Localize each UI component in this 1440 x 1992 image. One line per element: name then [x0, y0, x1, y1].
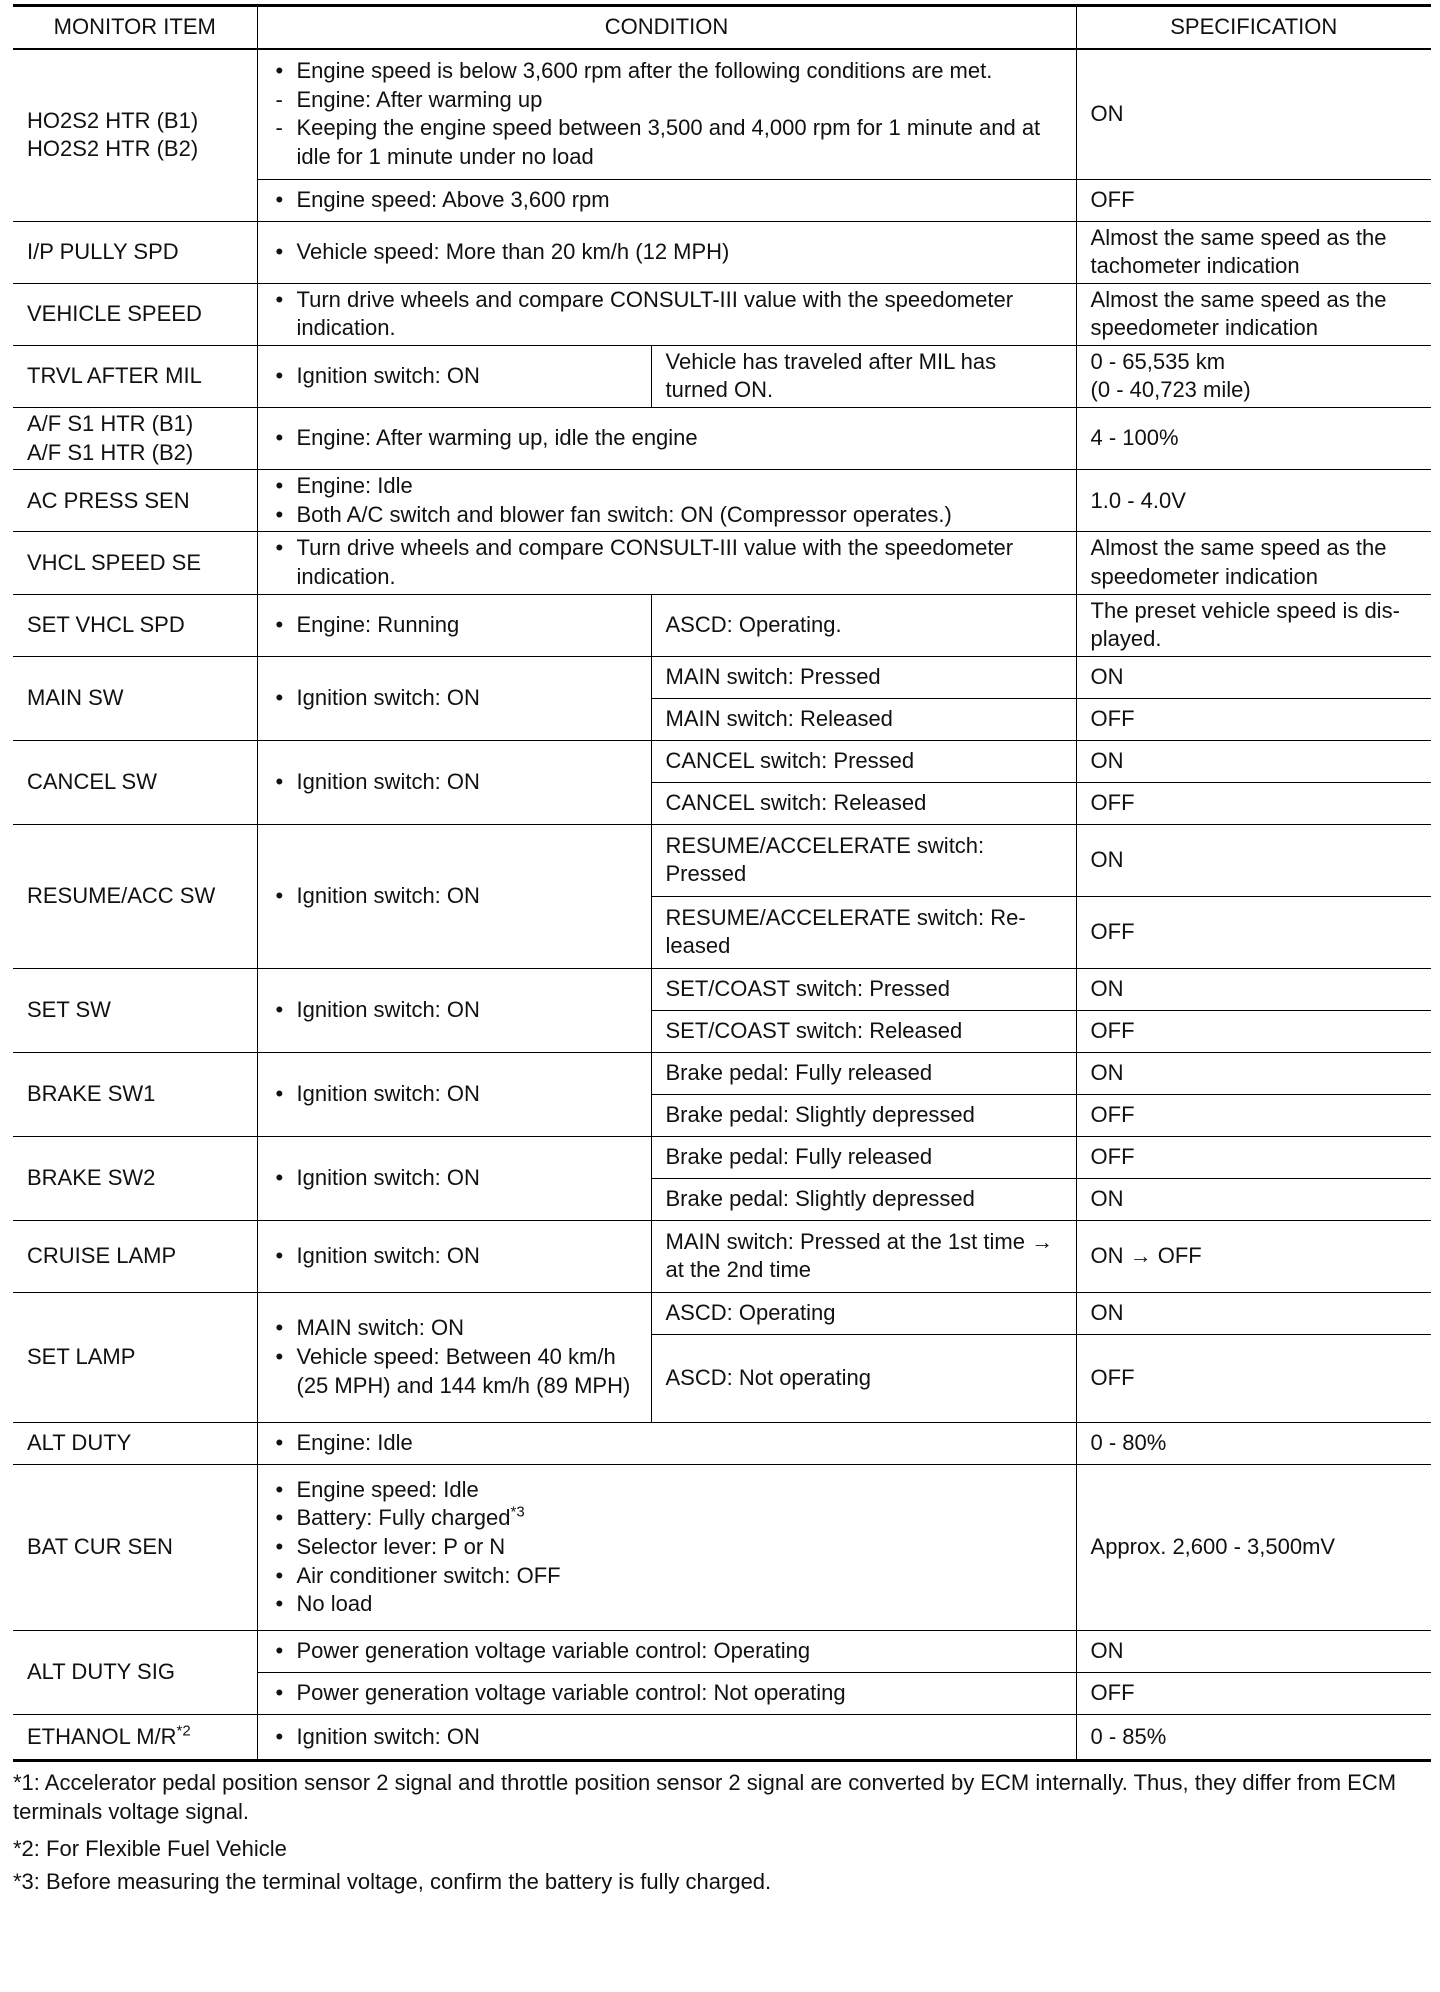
condition-text: • Turn drive wheels and compare CONSULT-III value with the speedometer indication. — [272, 534, 1064, 591]
spec-value: OFF — [1076, 782, 1431, 824]
spec-value: ON — [1076, 1052, 1431, 1094]
condition-subtext: - Engine: After warming up — [272, 86, 1064, 115]
table-row — [13, 1136, 1431, 1178]
monitor-item: BRAKE SW1 — [13, 1052, 257, 1136]
condition-cell — [257, 1422, 1076, 1464]
footnote-3: *3: Before measuring the terminal voltage, confirm the battery is fully charged. — [13, 1868, 772, 1894]
spec-value: 0 - 85% — [1076, 1714, 1431, 1760]
spec-value: ON — [1076, 1630, 1431, 1672]
condition-cell — [257, 594, 651, 656]
table-row — [13, 1292, 1431, 1334]
monitor-item: BAT CUR SEN — [13, 1464, 257, 1630]
item-label: HO2S2 HTR (B2) — [27, 136, 199, 162]
monitor-item: BRAKE SW2 — [13, 1136, 257, 1220]
condition-cell — [257, 1672, 1076, 1714]
monitor-item: AC PRESS SEN — [13, 470, 257, 532]
monitor-item: SET SW — [13, 968, 257, 1052]
table-row — [13, 824, 1431, 896]
condition-cell — [257, 408, 1076, 470]
condition-subcell: ASCD: Not operating — [651, 1334, 1076, 1422]
monitor-item — [13, 1714, 257, 1760]
condition-text: • Air conditioner switch: OFF — [272, 1562, 1064, 1591]
footnote-1: *1: Accelerator pedal position sensor 2 signal and throttle position sensor 2 signal are converted by ECM internally. Thus, they differ from ECM terminals voltage signal. — [13, 1769, 1397, 1824]
spec-value: ON → OFF — [1076, 1220, 1431, 1292]
table-row — [13, 1464, 1431, 1630]
condition-text: • Ignition switch: ON — [272, 362, 639, 391]
condition-text: • Power generation voltage variable control: Not operating — [272, 1679, 1064, 1708]
spec-value: OFF — [1076, 698, 1431, 740]
condition-text: • Engine speed: Above 3,600 rpm — [272, 186, 1064, 215]
spec-value: The preset vehicle speed is dis-played. — [1076, 594, 1431, 656]
spec-value: 0 - 80% — [1076, 1422, 1431, 1464]
condition-text: • Ignition switch: ON — [272, 996, 639, 1025]
item-label: ETHANOL M/R — [27, 1723, 177, 1749]
condition-cell — [257, 179, 1076, 221]
footnote-ref: *2 — [176, 1722, 191, 1740]
condition-text: • Engine speed: Idle — [272, 1476, 1064, 1505]
condition-text — [272, 1504, 1064, 1533]
monitor-item: SET LAMP — [13, 1292, 257, 1422]
condition-cell — [257, 345, 651, 407]
table-row — [13, 594, 1431, 656]
condition-text: • No load — [272, 1590, 1064, 1619]
header-specification: SPECIFICATION — [1076, 6, 1431, 50]
condition-subcell: CANCEL switch: Pressed — [651, 740, 1076, 782]
footnotes — [13, 1768, 1431, 1896]
monitor-item: TRVL AFTER MIL — [13, 345, 257, 407]
condition-subcell: MAIN switch: Pressed — [651, 656, 1076, 698]
condition-text: • Ignition switch: ON — [272, 768, 639, 797]
spec-value: Almost the same speed as the speedometer indication — [1076, 283, 1431, 345]
header-condition: CONDITION — [257, 6, 1076, 50]
spec-value: OFF — [1076, 1136, 1431, 1178]
table-row — [13, 1422, 1431, 1464]
table-row — [13, 532, 1431, 594]
spec-value: 1.0 - 4.0V — [1076, 470, 1431, 532]
condition-cell — [257, 1714, 1076, 1760]
footnote-ref: *3 — [510, 1504, 525, 1522]
table-row — [13, 408, 1431, 470]
spec-value: Almost the same speed as the speedometer indication — [1076, 532, 1431, 594]
monitor-item: VHCL SPEED SE — [13, 532, 257, 594]
item-label: A/F S1 HTR (B1) — [27, 411, 194, 437]
monitor-item — [13, 408, 257, 470]
condition-subcell: MAIN switch: Pressed at the 1st time → at the 2nd time — [651, 1220, 1076, 1292]
spec-value: ON — [1076, 968, 1431, 1010]
footnote-2: *2: For Flexible Fuel Vehicle — [13, 1835, 287, 1861]
condition-text: • Both A/C switch and blower fan switch: ON (Compressor operates.) — [272, 501, 1064, 530]
condition-text: • MAIN switch: ON — [272, 1314, 639, 1343]
condition-cell — [257, 221, 1076, 283]
monitor-spec-table — [13, 4, 1431, 1762]
monitor-item: ALT DUTY — [13, 1422, 257, 1464]
table-row — [13, 345, 1431, 407]
condition-subcell: SET/COAST switch: Pressed — [651, 968, 1076, 1010]
monitor-item: SET VHCL SPD — [13, 594, 257, 656]
table-row — [13, 1714, 1431, 1760]
condition-text: • Selector lever: P or N — [272, 1533, 1064, 1562]
condition-text: • Power generation voltage variable control: Operating — [272, 1637, 1064, 1666]
condition-subcell: RESUME/ACCELERATE switch: Pressed — [651, 824, 1076, 896]
spec-value: OFF — [1076, 1334, 1431, 1422]
spec-value: ON — [1076, 740, 1431, 782]
spec-value: OFF — [1076, 1094, 1431, 1136]
table-row — [13, 740, 1431, 782]
condition-subcell: MAIN switch: Released — [651, 698, 1076, 740]
condition-cell — [257, 1292, 651, 1422]
item-label: A/F S1 HTR (B2) — [27, 439, 194, 465]
condition-text: • Ignition switch: ON — [272, 684, 639, 713]
table-row — [13, 1052, 1431, 1094]
spec-value: OFF — [1076, 1010, 1431, 1052]
spec-value: ON — [1076, 49, 1431, 179]
condition-subcell: ASCD: Operating — [651, 1292, 1076, 1334]
condition-text: • Engine: Idle — [272, 472, 1064, 501]
table-row — [13, 470, 1431, 532]
condition-cell — [257, 968, 651, 1052]
table-row — [13, 49, 1431, 179]
spec-line: 0 - 65,535 km — [1090, 348, 1226, 374]
spec-value: ON — [1076, 824, 1431, 896]
monitor-item — [13, 49, 257, 221]
condition-cell — [257, 824, 651, 968]
spec-value: OFF — [1076, 896, 1431, 968]
table-row — [13, 283, 1431, 345]
header-monitor-item: MONITOR ITEM — [13, 6, 257, 50]
condition-subcell: Brake pedal: Fully released — [651, 1136, 1076, 1178]
spec-value: Approx. 2,600 - 3,500mV — [1076, 1464, 1431, 1630]
condition-text: • Engine: Running — [272, 611, 639, 640]
condition-cell — [257, 1220, 651, 1292]
condition-text: • Turn drive wheels and compare CONSULT-III value with the speedometer indication. — [272, 286, 1064, 343]
condition-subcell: ASCD: Operating. — [651, 594, 1076, 656]
condition-cell — [257, 656, 651, 740]
condition-text: • Ignition switch: ON — [272, 1242, 639, 1271]
table-row — [13, 656, 1431, 698]
spec-document — [13, 4, 1431, 1900]
condition-text: • Ignition switch: ON — [272, 1080, 639, 1109]
condition-subcell: Vehicle has traveled after MIL has turned ON. — [651, 345, 1076, 407]
condition-subtext: - Keeping the engine speed between 3,500 and 4,000 rpm for 1 minute and at idle for 1 minute under no load — [272, 114, 1064, 171]
monitor-item: MAIN SW — [13, 656, 257, 740]
condition-subcell: CANCEL switch: Released — [651, 782, 1076, 824]
item-label: HO2S2 HTR (B1) — [27, 107, 199, 133]
condition-cell — [257, 1630, 1076, 1672]
condition-cell — [257, 532, 1076, 594]
condition-text: • Ignition switch: ON — [272, 882, 639, 911]
condition-subcell: SET/COAST switch: Released — [651, 1010, 1076, 1052]
condition-text: • Ignition switch: ON — [272, 1723, 1064, 1752]
spec-value: 4 - 100% — [1076, 408, 1431, 470]
spec-value: ON — [1076, 1178, 1431, 1220]
condition-text: • Engine: Idle — [272, 1429, 1064, 1458]
condition-text: • Ignition switch: ON — [272, 1164, 639, 1193]
table-row — [13, 1630, 1431, 1672]
spec-value: OFF — [1076, 179, 1431, 221]
condition-cell — [257, 1464, 1076, 1630]
table-row — [13, 968, 1431, 1010]
condition-text: • Engine speed is below 3,600 rpm after the following conditions are met. — [272, 57, 1064, 86]
monitor-item: RESUME/ACC SW — [13, 824, 257, 968]
condition-text: • Vehicle speed: More than 20 km/h (12 MPH) — [272, 238, 1064, 267]
condition-label: Battery: Fully charged — [296, 1505, 511, 1531]
condition-subcell: Brake pedal: Slightly depressed — [651, 1178, 1076, 1220]
spec-value: ON — [1076, 1292, 1431, 1334]
monitor-item: I/P PULLY SPD — [13, 221, 257, 283]
condition-subcell: Brake pedal: Fully released — [651, 1052, 1076, 1094]
condition-cell — [257, 49, 1076, 179]
table-row — [13, 1220, 1431, 1292]
spec-value: ON — [1076, 656, 1431, 698]
condition-text: • Engine: After warming up, idle the engine — [272, 424, 1064, 453]
condition-cell — [257, 283, 1076, 345]
condition-cell — [257, 1052, 651, 1136]
spec-value: Almost the same speed as the tachometer indication — [1076, 221, 1431, 283]
condition-cell — [257, 470, 1076, 532]
condition-subcell: RESUME/ACCELERATE switch: Re-leased — [651, 896, 1076, 968]
monitor-item: CANCEL SW — [13, 740, 257, 824]
condition-subcell: Brake pedal: Slightly depressed — [651, 1094, 1076, 1136]
spec-value: OFF — [1076, 1672, 1431, 1714]
table-row — [13, 221, 1431, 283]
monitor-item: VEHICLE SPEED — [13, 283, 257, 345]
spec-value — [1076, 345, 1431, 407]
condition-text: • Vehicle speed: Between 40 km/h (25 MPH) and 144 km/h (89 MPH) — [272, 1343, 639, 1400]
spec-line: (0 - 40,723 mile) — [1090, 377, 1251, 403]
table-header-row — [13, 6, 1431, 50]
monitor-item: ALT DUTY SIG — [13, 1630, 257, 1714]
condition-cell — [257, 1136, 651, 1220]
condition-cell — [257, 740, 651, 824]
monitor-item: CRUISE LAMP — [13, 1220, 257, 1292]
